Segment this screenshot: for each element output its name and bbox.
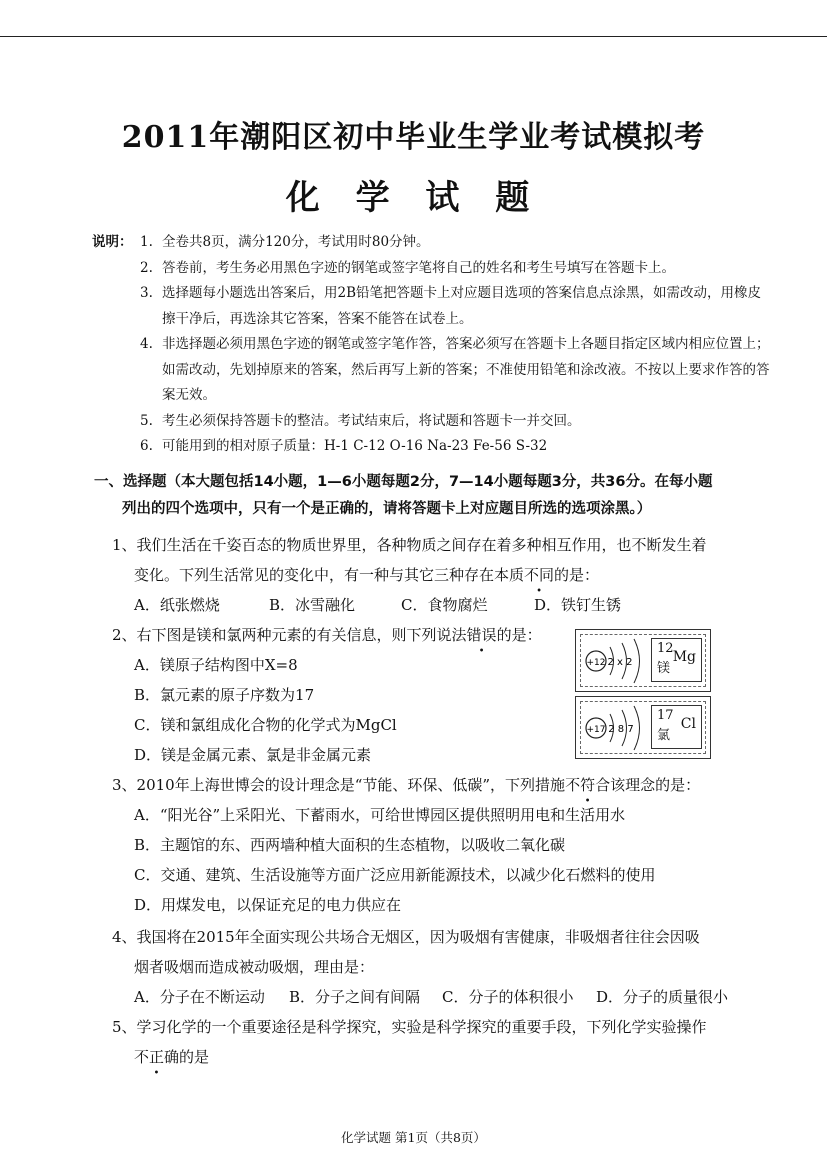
chlorine-atom-diagram <box>584 702 654 754</box>
instruction-item: 3. 选择题每小题选出答案后，用2B铅笔把答题卡上对应题目选项的答案信息点涂黑，如需改动，用橡皮擦干净后，再选涂其它答案，答案不能答在试卷上。 <box>140 285 762 327</box>
emphasis-text: 错误 <box>466 626 497 644</box>
instruction-item: 4. 非选择题必须用黑色字迹的钢笔或签字笔作答，答案必须写在答题卡上各题目指定区域内相应位置上；如需改动，先划掉原来的答案，然后再写上新的答案；不准使用铅笔和涂改液。不按以上要求作答的答案无效。 <box>140 336 770 403</box>
instructions <box>92 230 772 460</box>
emphasis-text: 不同 <box>524 566 555 584</box>
option-c: C．分子的体积很小 <box>442 988 574 1006</box>
magnesium-atom-diagram <box>584 635 654 687</box>
question-1: 1、我们生活在千姿百态的物质世界里，各种物质之间存在着多种相互作用，也不断发生着 变化。下列生活常见的变化中，有一种与其它三种存在本质不同的是： A．纸张燃烧 B．冰雪融化 C．食物腐烂 D．铁钉生锈 <box>112 530 772 620</box>
emphasis-text: 不正确 <box>134 1048 180 1066</box>
instruction-item: 2. 答卷前，考生务必用黑色字迹的钢笔或签字笔将自己的姓名和考生号填写在答题卡上。 <box>140 259 675 276</box>
option-d: D．铁钉生锈 <box>534 596 622 614</box>
option-b: B．主题馆的东、西两墙种植大面积的生态植物，以吸收二氧化碳 <box>134 836 566 854</box>
question-4: 4、我国将在2015年全面实现公共场合无烟区，因为吸烟有害健康，非吸烟者往往会因吸 烟者吸烟而造成被动吸烟，理由是： A．分子在不断运动 B．分子之间有间隔 C．分子的体积很小 D．分子的质量很小 <box>112 922 772 1012</box>
option-d: D．分子的质量很小 <box>596 988 729 1006</box>
question-3: 3、2010年上海世博会的设计理念是“节能、环保、低碳”，下列措施不符合该理念的是： A．“阳光谷”上采阳光、下蓄雨水，可给世博园区提供照明用电和生活用水 B．主题馆的东、西两墙种植大面积的生态植物，以吸收二氧化碳 C．交通、建筑、生活设施等方面广泛应用新能源技术，以减少化石燃料的使用 D．用煤发电，以保证充足的电力供应在 <box>112 770 772 920</box>
question-5: 5、学习化学的一个重要途径是科学探究，实验是科学探究的重要手段，下列化学实验操作 不正确的是 <box>112 1018 707 1066</box>
magnesium-element-card: 12 镁 Mg <box>651 638 702 682</box>
option-c: C．食物腐烂 <box>401 596 488 614</box>
option-a: A．镁原子结构图中X=8 <box>134 656 298 674</box>
option-c: C．交通、建筑、生活设施等方面广泛应用新能源技术，以减少化石燃料的使用 <box>134 866 656 884</box>
magnesium-info-box <box>575 629 711 692</box>
svg-text:+17: +17 <box>586 725 606 735</box>
exam-title: 2011年潮阳区初中毕业生学业考试模拟考 <box>121 120 706 155</box>
option-b: B．冰雪融化 <box>269 596 356 614</box>
option-d: D．镁是金属元素、氯是非金属元素 <box>134 746 372 764</box>
option-a: A．分子在不断运动 <box>134 988 265 1006</box>
option-c: C．镁和氯组成化合物的化学式为MgCl <box>134 716 397 734</box>
instruction-item: 6. 可能用到的相对原子质量：H-1 C-12 O-16 Na-23 Fe-56 S-32 <box>140 438 548 454</box>
svg-text:2 8 7: 2 8 7 <box>608 724 634 735</box>
chlorine-element-card: 17 氯 Cl <box>651 705 702 749</box>
instruction-item: 5. 考生必须保持答题卡的整洁。考试结束后，将试题和答题卡一并交回。 <box>140 412 581 429</box>
option-b: B．氯元素的原子序数为17 <box>134 686 315 704</box>
section-heading: 一、选择题（本大题包括14小题，1—6小题每题2分，7—14小题每题3分，共36分。在每小题 列出的四个选项中，只有一个是正确的，请将答题卡上对应题目所选的选项涂黑。） <box>94 474 713 517</box>
option-a: A．“阳光谷”上采阳光、下蓄雨水，可给世博园区提供照明用电和生活用水 <box>134 806 626 824</box>
emphasis-text: 不符合 <box>565 776 611 794</box>
svg-text:+12: +12 <box>586 658 606 668</box>
option-a: A．纸张燃烧 <box>134 596 220 614</box>
top-rule <box>0 36 827 37</box>
question-2: 2、右下图是镁和氯两种元素的有关信息，则下列说法错误的是： A．镁原子结构图中X=8 B．氯元素的原子序数为17 C．镁和氯组成化合物的化学式为MgCl D．镁是金属元素、氯是非金属元素 <box>112 620 562 770</box>
chlorine-info-box <box>575 696 711 759</box>
subject-title: 化 学 试 题 <box>285 178 542 218</box>
page-footer: 化学试题 第1页（共8页） <box>341 1130 486 1145</box>
option-d: D．用煤发电，以保证充足的电力供应在 <box>134 896 402 914</box>
instruction-item: 1. 全卷共8页，满分120分，考试用时80分钟。 <box>140 234 430 250</box>
option-b: B．分子之间有间隔 <box>289 988 421 1006</box>
instructions-label: 说明： <box>92 234 133 250</box>
svg-text:2 x 2: 2 x 2 <box>607 657 633 668</box>
